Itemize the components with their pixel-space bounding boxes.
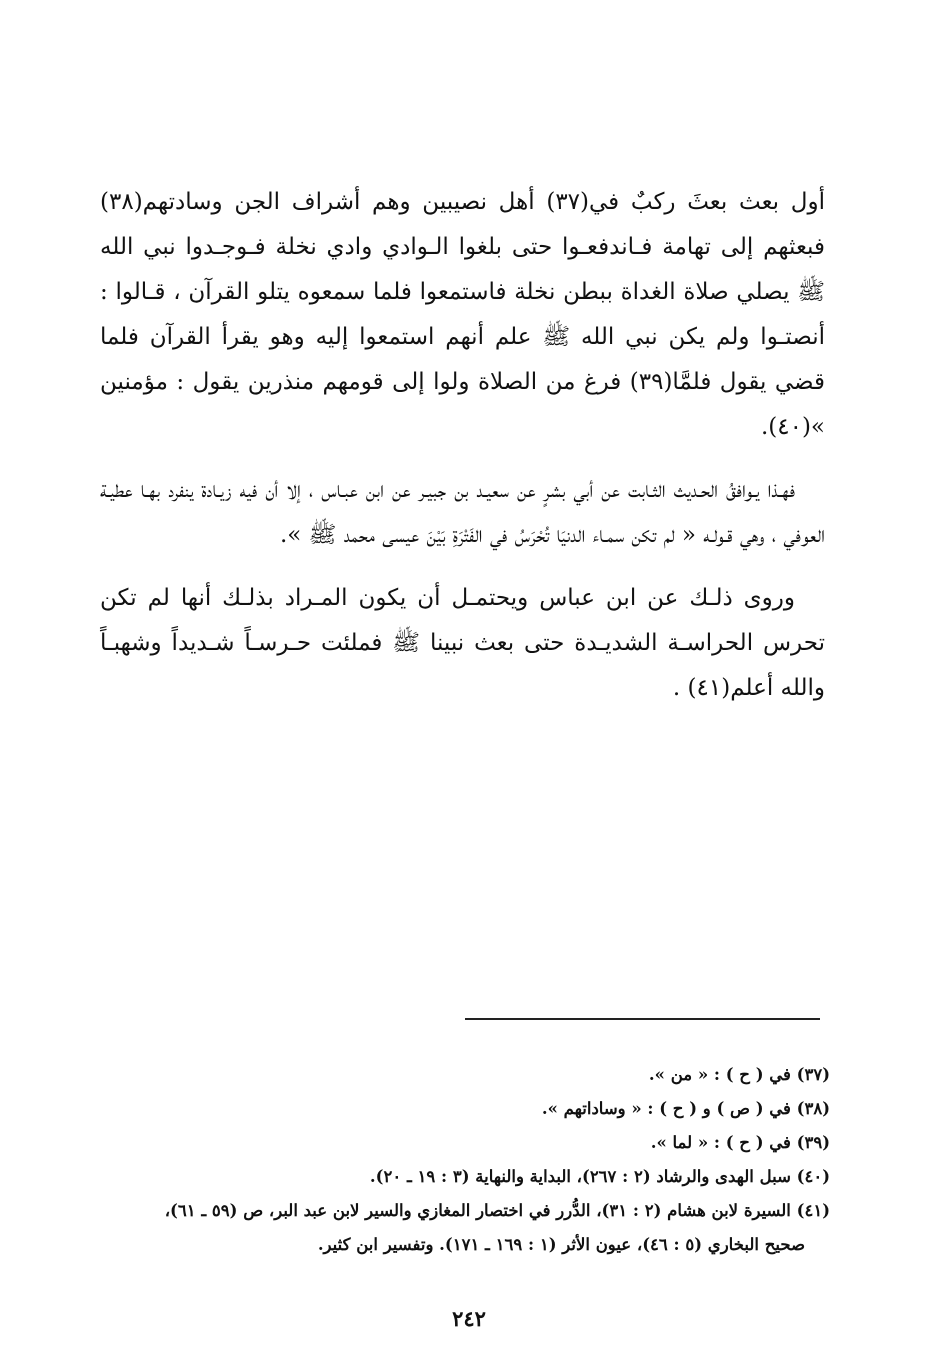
footnote-41 [100,1194,830,1262]
paragraph-2: فهـذا يـوافقُ الحـديث الثـابت عن أبي بشرٍ عن سعيـد بن جبيـر عن ابن عبـاس ، إلا أن فيه زيـادة ينفرد بهـا عطيـة العوفي ، وهي قـولـه « لم تكن سمـاء الدنيَا تُحْرَسُ في الفَتْرَةِ بَيْنَ عيسى محمد ﷺ ». [100,477,825,548]
footnotes [100,1058,830,1262]
footnote-41-text: (٤١) السيرة لابن هشام (٢ : ٣١)، الدُّرر في اختصار المغازي والسير لابن عبد البر، ص (٥٩ ـ ٦١)، [164,1201,830,1220]
footnote-separator [465,1018,820,1020]
page-number: ٢٤٢ [452,1306,486,1331]
footnote-39: (٣٩) في ( ح ) : « لما ». [650,1133,830,1152]
paragraph-1: أول بعث بعثَ ركبٌ في(٣٧) أهل نصيبين وهم أشراف الجن وسادتهم(٣٨) فبعثهم إلى تهامة فـاندفعـوا حتى بلغوا الـوادي وادي نخلة فـوجـدوا نبي الله ﷺ يصلي صلاة الغداة ببطن نخلة فاستمعوا فلما سمعوه يتلو القرآن ، قـالوا : أنصتـوا ولم يكن نبي الله ﷺ علم أنهم استمعوا إليه وهو يقرأ القرآن فلما قضي يقول فلمَّا(٣٩) فرغ من الصلاة ولوا إلى قومهم منذرين يقول : مؤمنين »(٤٠). [100,189,826,440]
footnote-38: (٣٨) في ( ص ) و ( ح ) : « وساداتهم ». [541,1099,830,1118]
paragraph-3: وروى ذلـك عن ابن عباس ويحتمـل أن يكون المـراد بذلـك أنها لم تكن تحرس الحراسـة الشديـدة حتى بعث نبينا ﷺ فملئت حـرسـاً شـديداً وشهبـاً والله أعلم(٤١) . [100,585,825,701]
footnote-41-continuation: صحيح البخاري (٥ : ٤٦)، عيون الأثر (١ : ١٦٩ ـ ١٧١). وتفسير ابن كثير. [317,1235,805,1254]
main-text [100,180,825,711]
footnote-40: (٤٠) سبل الهدى والرشاد (٢ : ٢٦٧)، البداية والنهاية (٣ : ١٩ ـ ٢٠). [369,1167,830,1186]
footnote-37: (٣٧) في ( ح ) : « من ». [648,1065,830,1084]
